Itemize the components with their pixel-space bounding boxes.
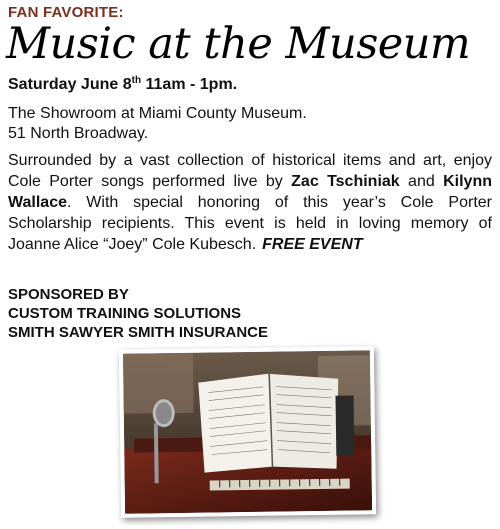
event-date: Saturday June 8	[8, 76, 132, 93]
event-venue	[8, 104, 492, 144]
sponsor-block	[8, 285, 268, 342]
event-dateline	[8, 76, 237, 94]
kicker-label: FAN FAVORITE:	[8, 4, 124, 21]
date-ordinal: th	[131, 75, 142, 86]
event-photo	[119, 346, 376, 518]
performer-name: Zac Tschiniak	[291, 173, 400, 190]
event-description	[8, 150, 492, 255]
venue-address: 51 North Broadway.	[8, 125, 149, 142]
description-and: and	[399, 173, 444, 190]
description-rest: . With special honoring of this year’s Cole Porter Scholarship recipients. This event is held in loving memory of Joanne Alice “Joey” Cole Kubesch.	[8, 194, 492, 253]
sponsor-item: CUSTOM TRAINING SOLUTIONS	[8, 305, 242, 322]
description-intro: Surrounded by a vast collection of historical items and art, enjoy Cole Porter songs performed live by	[8, 152, 492, 190]
free-event-label: FREE EVENT	[262, 236, 363, 253]
sponsor-heading: SPONSORED BY	[8, 286, 129, 303]
venue-name: The Showroom at Miami County Museum.	[8, 105, 307, 122]
page-title: Music at the Museum	[6, 19, 471, 69]
piano-sheet-music-photo	[123, 350, 372, 513]
performer-name: Kilynn Wallace	[8, 173, 492, 211]
sponsor-item: SMITH SAWYER SMITH INSURANCE	[8, 324, 269, 341]
event-time: 11am - 1pm.	[141, 76, 238, 93]
